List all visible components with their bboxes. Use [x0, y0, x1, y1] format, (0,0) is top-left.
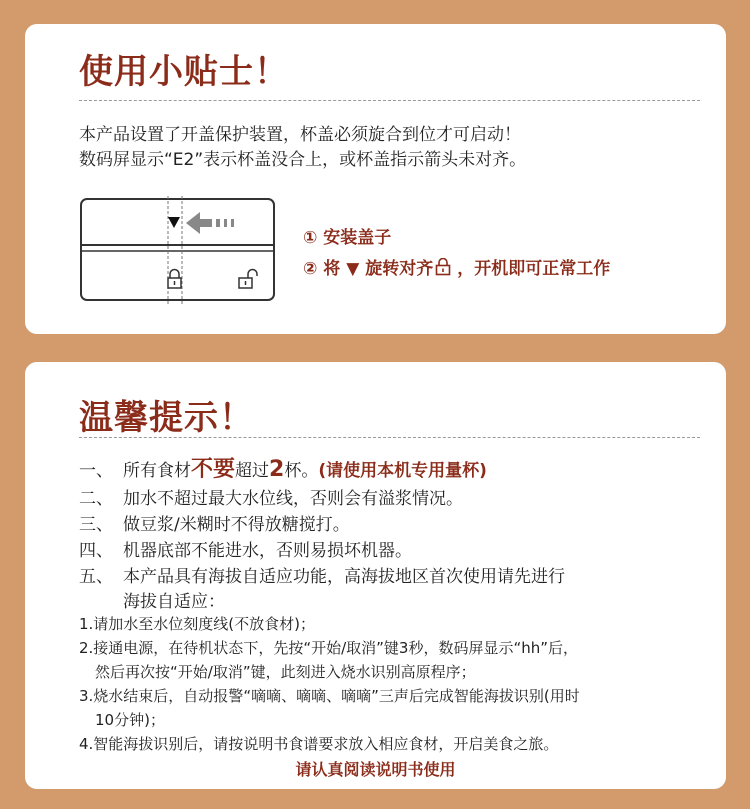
- reminder-item-2: [79, 484, 463, 509]
- measuring-cup-note: (请使用本机专用量杯): [318, 461, 487, 481]
- item-number: 四、: [79, 541, 113, 561]
- sub-step-4: 4.智能海拔识别后，请按说明书食谱要求放入相应食材，开启美食之旅。: [79, 735, 559, 753]
- reminder-item-5-continued: 海拔自适应：: [123, 592, 225, 612]
- item-number: 三、: [79, 515, 113, 535]
- step-install-lid: ① 安装盖子: [303, 228, 392, 248]
- step-2-prefix: ② 将 ▼ 旋转对齐: [303, 259, 434, 279]
- emphasis-text: 不要: [191, 457, 236, 482]
- lock-closed-icon: [435, 258, 451, 276]
- dashed-divider: [79, 100, 700, 101]
- sub-step-2-line-1: 2.接通电源，在待机状态下，先按“开始/取消”键3秒，数码屏显示“hh”后，: [79, 639, 579, 657]
- tip-text-line-1: 本产品设置了开盖保护装置，杯盖必须旋合到位才可启动！: [79, 125, 521, 145]
- step-rotate-align: [303, 254, 610, 279]
- item-text: 本产品具有海拔自适应功能，高海拔地区首次使用请先进行: [123, 567, 565, 587]
- item-text: 杯。: [284, 461, 319, 481]
- usage-tips-heading: 使用小贴士！: [79, 52, 289, 92]
- read-manual-note: 请认真阅读说明书使用: [295, 760, 456, 779]
- reminder-item-3: [79, 510, 350, 535]
- sub-step-3-line-2: 10分钟)；: [95, 711, 165, 729]
- item-text: 所有食材: [123, 461, 191, 481]
- sub-step-2-line-2: 然后再次按“开始/取消”键，此刻进入烧水识别高原程序；: [95, 663, 476, 681]
- reminders-card: [25, 362, 726, 789]
- reminders-heading: 温馨提示！: [79, 398, 254, 438]
- tip-text-line-2: 数码屏显示“E2”表示杯盖没合上，或杯盖指示箭头未对齐。: [79, 150, 527, 170]
- item-number: 二、: [79, 489, 113, 509]
- emphasis-number: 2: [269, 457, 285, 482]
- reminder-item-5: [79, 562, 565, 587]
- usage-tips-card: [25, 24, 726, 334]
- item-text: 加水不超过最大水位线，否则会有溢浆情况。: [123, 489, 463, 509]
- reminder-item-1: [79, 452, 487, 483]
- sub-step-1: 1.请加水至水位刻度线(不放食材)；: [79, 615, 316, 633]
- lid-alignment-diagram: [80, 196, 280, 306]
- step-2-suffix: ，开机即可正常工作: [457, 259, 611, 279]
- item-number: 五、: [79, 567, 113, 587]
- item-text: 做豆浆/米糊时不得放糖搅打。: [123, 515, 350, 535]
- dashed-divider: [79, 437, 700, 438]
- item-number: 一、: [79, 461, 113, 481]
- reminder-item-4: [79, 536, 412, 561]
- sub-step-3-line-1: 3.烧水结束后，自动报警“嘀嘀、嘀嘀、嘀嘀”三声后完成智能海拔识别(用时: [79, 687, 580, 705]
- item-text: 机器底部不能进水，否则易损坏机器。: [123, 541, 412, 561]
- item-text: 超过: [235, 461, 270, 481]
